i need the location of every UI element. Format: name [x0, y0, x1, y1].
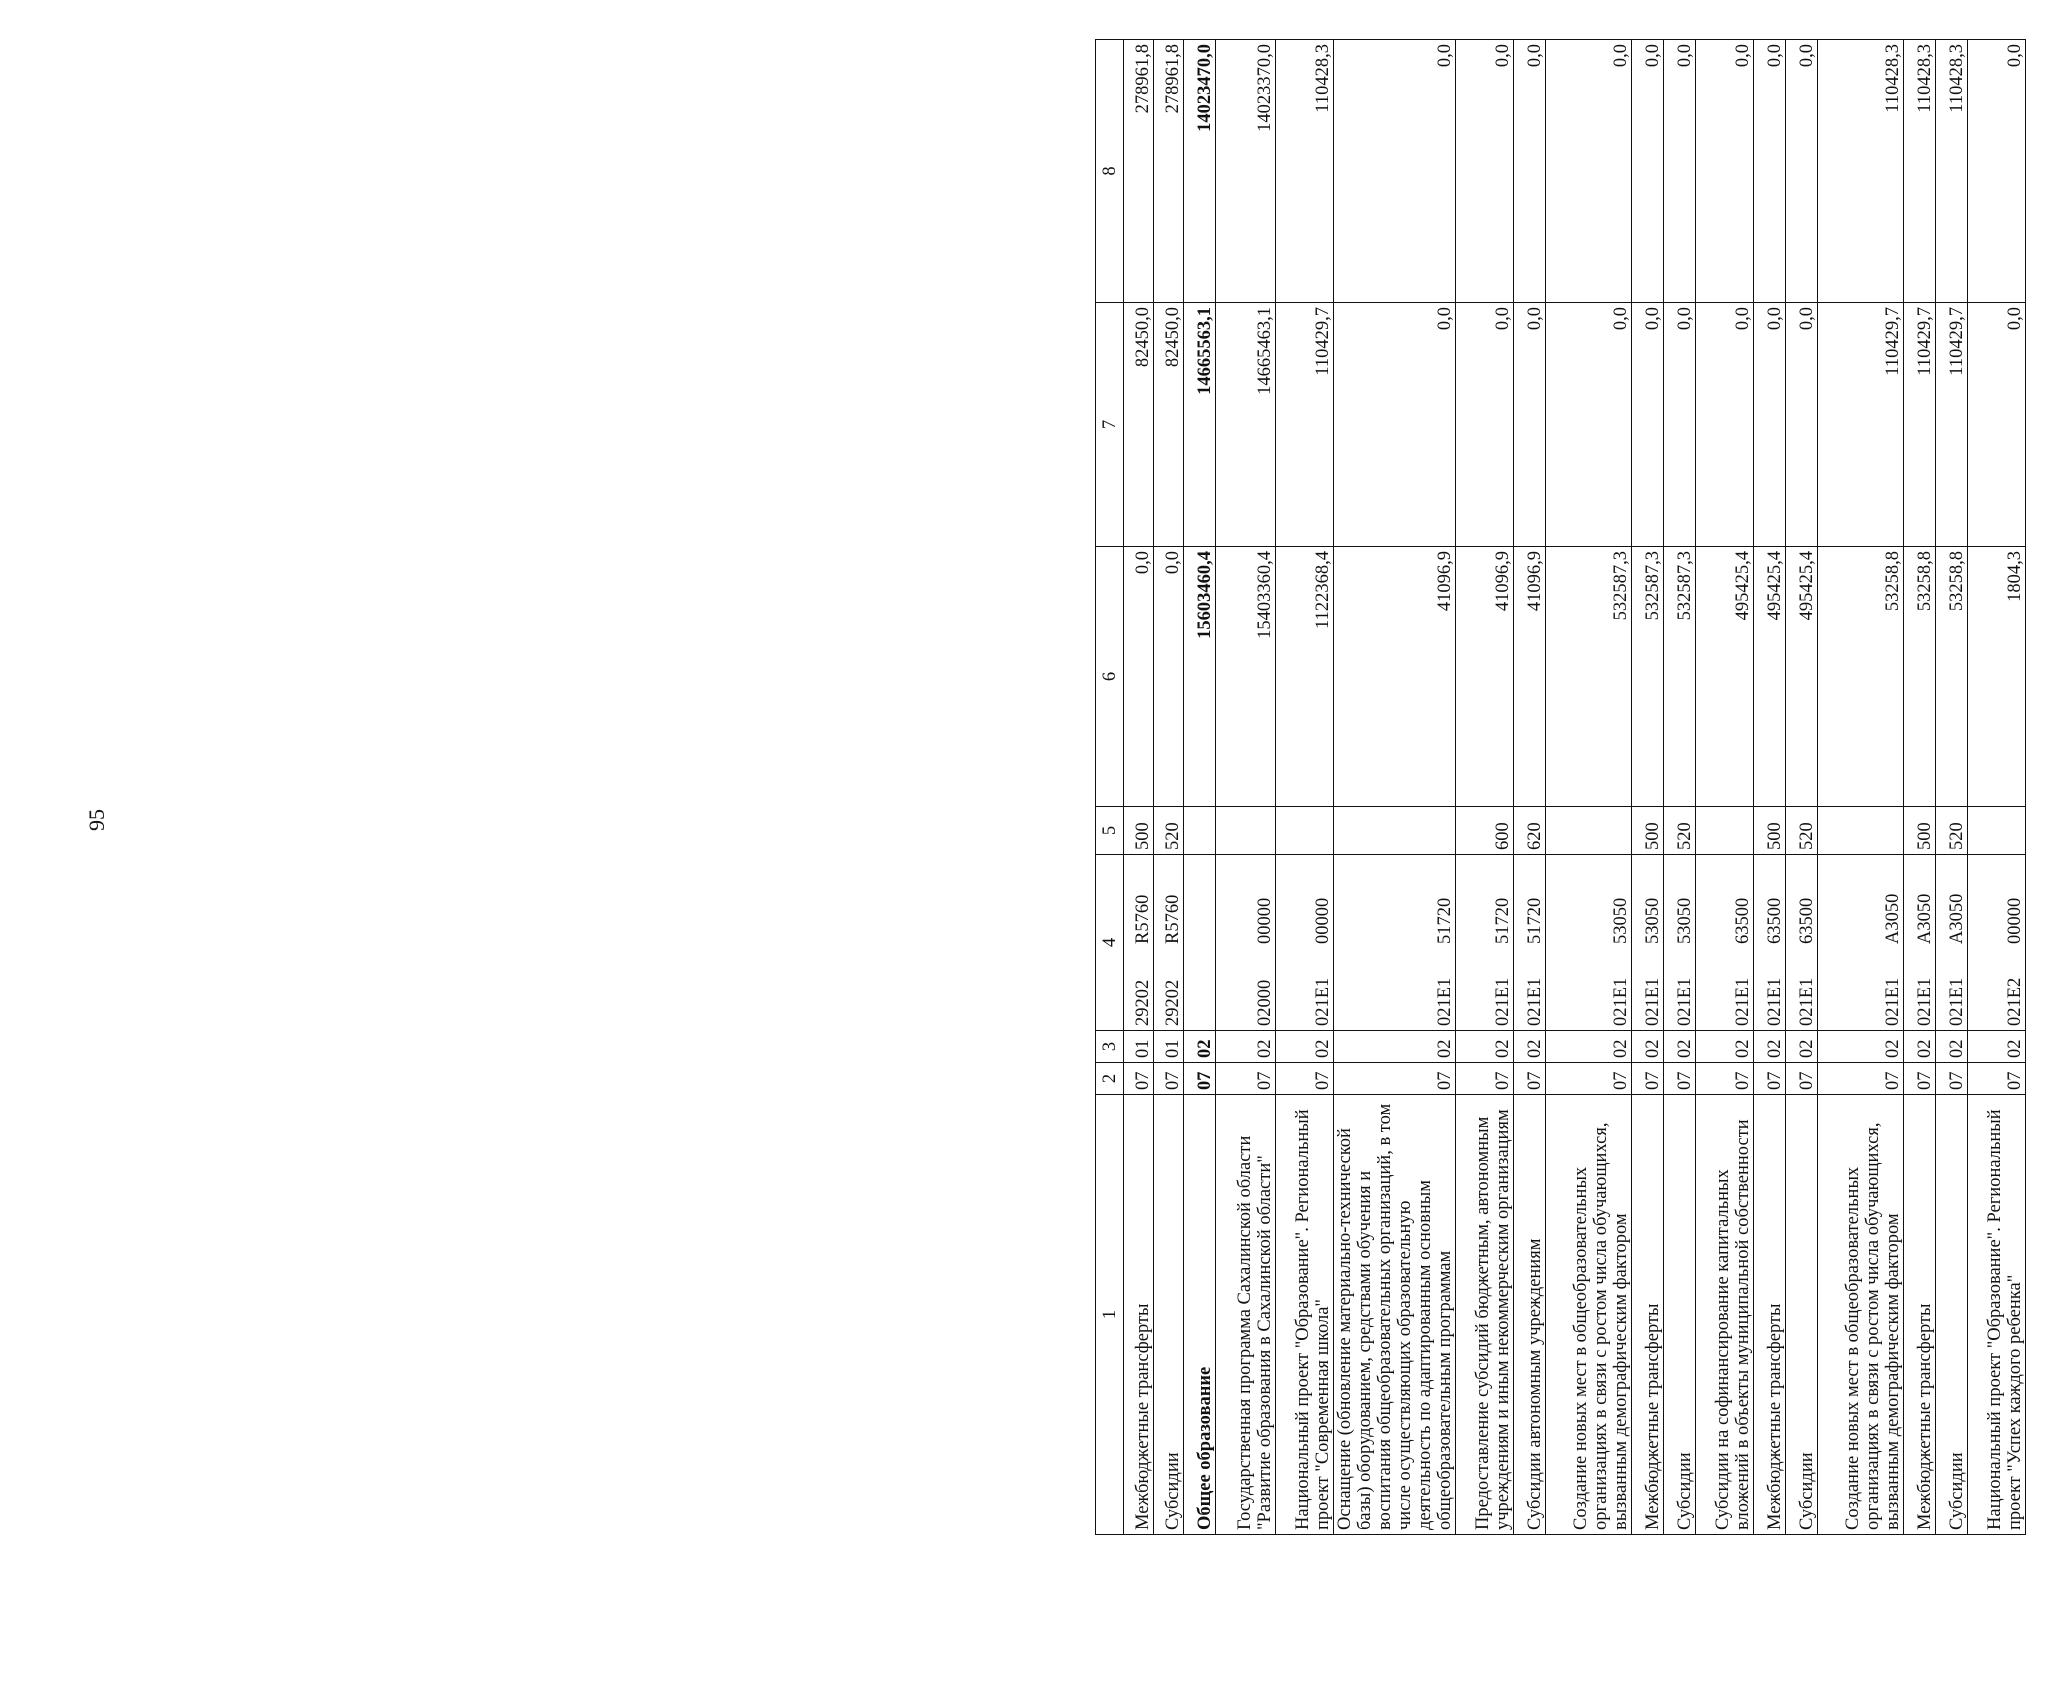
row-name-cell: Межбюджетные трансферты	[1754, 1095, 1786, 1535]
amount-col6-cell: 41096,9	[1514, 547, 1546, 807]
table-row	[1754, 40, 1786, 1535]
table-row	[1818, 40, 1904, 1535]
row-name-cell: Субсидии	[1936, 1095, 1968, 1535]
table-row	[1456, 40, 1514, 1535]
target-article-part1: 021E1	[1525, 977, 1545, 1026]
amount-col8-cell: 0,0	[1968, 40, 2026, 303]
target-article-cell	[1696, 855, 1754, 1031]
target-article-part2: 00000	[2005, 897, 2025, 944]
target-article-part1: 29202	[1133, 979, 1153, 1026]
amount-col6-cell: 1122368,4	[1276, 547, 1334, 807]
amount-col8-cell: 110428,3	[1818, 40, 1904, 303]
subchapter-code-cell: 02	[1184, 1031, 1216, 1063]
row-name-cell: Оснащение (обновление материально-технической базы) оборудованием, средствами обучения и воспитания общеобразовательных организаций, в том числе осуществляющих образовательную деятельность по адаптированным основным общеобразовательным программам	[1334, 1095, 1456, 1535]
column-number-cell: 4	[1096, 855, 1124, 1031]
amount-col8-cell: 0,0	[1334, 40, 1456, 303]
table-row	[1632, 40, 1664, 1535]
amount-col7-cell: 14665563,1	[1184, 303, 1216, 547]
target-article-cell	[1936, 855, 1968, 1031]
table-row	[1936, 40, 1968, 1535]
target-article-part2: 51720	[1525, 897, 1545, 944]
row-name-cell: Межбюджетные трансферты	[1632, 1095, 1664, 1535]
target-article-part2: 00000	[1255, 897, 1275, 944]
chapter-code-cell: 07	[1968, 1063, 2026, 1095]
amount-col6-cell: 15603460,4	[1184, 547, 1216, 807]
expense-type-cell: 620	[1514, 807, 1546, 855]
amount-col8-cell: 0,0	[1786, 40, 1818, 303]
amount-col8-cell: 0,0	[1456, 40, 1514, 303]
target-article-part1: 021E1	[1611, 977, 1631, 1026]
target-article-cell	[1786, 855, 1818, 1031]
chapter-code-cell: 07	[1546, 1063, 1632, 1095]
table-row	[1216, 40, 1276, 1535]
row-name-cell: Субсидии	[1664, 1095, 1696, 1535]
expense-type-cell: 500	[1124, 807, 1154, 855]
amount-col7-cell: 0,0	[1696, 303, 1754, 547]
amount-col6-cell: 53258,8	[1936, 547, 1968, 807]
chapter-code-cell: 07	[1216, 1063, 1276, 1095]
target-article-part1: 021E1	[1765, 977, 1785, 1026]
amount-col6-cell: 15403360,4	[1216, 547, 1276, 807]
amount-col7-cell: 14665463,1	[1216, 303, 1276, 547]
target-article-cell	[1968, 855, 2026, 1031]
amount-col6-cell: 1804,3	[1968, 547, 2026, 807]
row-name-cell: Межбюджетные трансферты	[1124, 1095, 1154, 1535]
amount-col7-cell: 82450,0	[1154, 303, 1184, 547]
amount-col7-cell: 110429,7	[1936, 303, 1968, 547]
subchapter-code-cell: 02	[1276, 1031, 1334, 1063]
budget-table	[1095, 39, 2026, 1535]
target-article-part1: 021E2	[2005, 977, 2025, 1026]
expense-type-cell	[1546, 807, 1632, 855]
expense-type-cell	[1818, 807, 1904, 855]
target-article-part2: 53050	[1611, 897, 1631, 944]
row-name-cell: Субсидии	[1154, 1095, 1184, 1535]
target-article-cell	[1818, 855, 1904, 1031]
amount-col8-cell: 278961,8	[1154, 40, 1184, 303]
amount-col6-cell: 495425,4	[1786, 547, 1818, 807]
target-article-part2: 00000	[1313, 897, 1333, 944]
chapter-code-cell: 07	[1936, 1063, 1968, 1095]
chapter-code-cell: 07	[1786, 1063, 1818, 1095]
target-article-part2: 51720	[1435, 897, 1455, 944]
amount-col6-cell: 0,0	[1124, 547, 1154, 807]
target-article-cell	[1904, 855, 1936, 1031]
target-article-part1: 021E1	[1797, 977, 1817, 1026]
chapter-code-cell: 07	[1664, 1063, 1696, 1095]
amount-col8-cell: 110428,3	[1904, 40, 1936, 303]
target-article-cell	[1456, 855, 1514, 1031]
target-article-cell	[1514, 855, 1546, 1031]
column-number-cell: 5	[1096, 807, 1124, 855]
row-name-cell: Общее образование	[1184, 1095, 1216, 1535]
row-name-cell: Субсидии автономным учреждениям	[1514, 1095, 1546, 1535]
expense-type-cell: 520	[1664, 807, 1696, 855]
amount-col8-cell: 0,0	[1514, 40, 1546, 303]
target-article-part1: 021E1	[1675, 977, 1695, 1026]
subchapter-code-cell: 02	[1786, 1031, 1818, 1063]
chapter-code-cell: 07	[1184, 1063, 1216, 1095]
target-article-part1: 021E1	[1435, 977, 1455, 1026]
target-article-cell	[1546, 855, 1632, 1031]
amount-col8-cell: 14023470,0	[1184, 40, 1216, 303]
chapter-code-cell: 07	[1696, 1063, 1754, 1095]
table-row	[1696, 40, 1754, 1535]
amount-col7-cell: 0,0	[1632, 303, 1664, 547]
target-article-part1: 021E1	[1915, 977, 1935, 1026]
table-row	[1546, 40, 1632, 1535]
amount-col7-cell: 0,0	[1456, 303, 1514, 547]
target-article-part2: 63500	[1765, 897, 1785, 944]
column-number-row	[1096, 40, 1124, 1535]
target-article-part2: 63500	[1797, 897, 1817, 944]
target-article-cell	[1276, 855, 1334, 1031]
target-article-cell	[1334, 855, 1456, 1031]
subchapter-code-cell: 02	[1754, 1031, 1786, 1063]
target-article-cell	[1664, 855, 1696, 1031]
row-name-cell: Предоставление субсидий бюджетным, автономным учреждениям и иным некоммерческим организациям	[1456, 1095, 1514, 1535]
column-number-cell: 1	[1096, 1095, 1124, 1535]
expense-type-cell: 500	[1754, 807, 1786, 855]
subchapter-code-cell: 02	[1334, 1031, 1456, 1063]
amount-col8-cell: 0,0	[1546, 40, 1632, 303]
amount-col8-cell: 278961,8	[1124, 40, 1154, 303]
expense-type-cell	[1334, 807, 1456, 855]
target-article-part1: 02000	[1255, 979, 1275, 1026]
amount-col7-cell: 0,0	[1664, 303, 1696, 547]
chapter-code-cell: 07	[1154, 1063, 1184, 1095]
subchapter-code-cell: 02	[1968, 1031, 2026, 1063]
amount-col7-cell: 110429,7	[1904, 303, 1936, 547]
target-article-part1: 29202	[1163, 979, 1183, 1026]
budget-table-container	[1095, 40, 2045, 1535]
amount-col8-cell: 0,0	[1754, 40, 1786, 303]
amount-col8-cell: 0,0	[1632, 40, 1664, 303]
expense-type-cell: 500	[1904, 807, 1936, 855]
subchapter-code-cell: 02	[1818, 1031, 1904, 1063]
row-name-cell: Государственная программа Сахалинской области "Развитие образования в Сахалинской области"	[1216, 1095, 1276, 1535]
target-article-cell	[1124, 855, 1154, 1031]
target-article-part1: 021E1	[1947, 977, 1967, 1026]
chapter-code-cell: 07	[1818, 1063, 1904, 1095]
table-row	[1968, 40, 2026, 1535]
subchapter-code-cell: 02	[1216, 1031, 1276, 1063]
subchapter-code-cell: 01	[1124, 1031, 1154, 1063]
subchapter-code-cell: 02	[1514, 1031, 1546, 1063]
table-row	[1514, 40, 1546, 1535]
amount-col6-cell: 0,0	[1154, 547, 1184, 807]
chapter-code-cell: 07	[1334, 1063, 1456, 1095]
column-number-cell: 3	[1096, 1031, 1124, 1063]
expense-type-cell: 500	[1632, 807, 1664, 855]
expense-type-cell: 520	[1786, 807, 1818, 855]
table-row	[1184, 40, 1216, 1535]
subchapter-code-cell: 02	[1632, 1031, 1664, 1063]
chapter-code-cell: 07	[1124, 1063, 1154, 1095]
amount-col7-cell: 0,0	[1786, 303, 1818, 547]
amount-col8-cell: 110428,3	[1276, 40, 1334, 303]
amount-col7-cell: 0,0	[1514, 303, 1546, 547]
amount-col7-cell: 0,0	[1546, 303, 1632, 547]
row-name-cell: Субсидии	[1786, 1095, 1818, 1535]
subchapter-code-cell: 02	[1904, 1031, 1936, 1063]
table-row	[1276, 40, 1334, 1535]
chapter-code-cell: 07	[1514, 1063, 1546, 1095]
chapter-code-cell: 07	[1754, 1063, 1786, 1095]
expense-type-cell	[1968, 807, 2026, 855]
chapter-code-cell: 07	[1456, 1063, 1514, 1095]
table-row	[1904, 40, 1936, 1535]
amount-col6-cell: 495425,4	[1696, 547, 1754, 807]
amount-col8-cell: 0,0	[1664, 40, 1696, 303]
row-name-cell: Создание новых мест в общеобразовательных организациях в связи с ростом числа обучающихся, вызванным демографическим фактором	[1546, 1095, 1632, 1535]
amount-col6-cell: 53258,8	[1818, 547, 1904, 807]
amount-col7-cell: 0,0	[1968, 303, 2026, 547]
amount-col8-cell: 0,0	[1696, 40, 1754, 303]
expense-type-cell	[1276, 807, 1334, 855]
target-article-part1: 021E1	[1493, 977, 1513, 1026]
chapter-code-cell: 07	[1904, 1063, 1936, 1095]
amount-col8-cell: 14023370,0	[1216, 40, 1276, 303]
target-article-part1: 021E1	[1733, 977, 1753, 1026]
table-row	[1786, 40, 1818, 1535]
amount-col7-cell: 0,0	[1754, 303, 1786, 547]
budget-table-body	[1096, 40, 2026, 1535]
target-article-part2: А3050	[1947, 893, 1967, 944]
subchapter-code-cell: 02	[1456, 1031, 1514, 1063]
target-article-cell	[1754, 855, 1786, 1031]
expense-type-cell: 520	[1154, 807, 1184, 855]
expense-type-cell	[1184, 807, 1216, 855]
row-name-cell: Субсидии на софинансирование капитальных вложений в объекты муниципальной собственности	[1696, 1095, 1754, 1535]
target-article-cell	[1154, 855, 1184, 1031]
target-article-part2: 63500	[1733, 897, 1753, 944]
amount-col6-cell: 41096,9	[1334, 547, 1456, 807]
target-article-part2: А3050	[1915, 893, 1935, 944]
target-article-part1: 021E1	[1883, 977, 1903, 1026]
subchapter-code-cell: 02	[1696, 1031, 1754, 1063]
subchapter-code-cell: 02	[1664, 1031, 1696, 1063]
table-row	[1334, 40, 1456, 1535]
amount-col6-cell: 532587,3	[1546, 547, 1632, 807]
amount-col8-cell: 110428,3	[1936, 40, 1968, 303]
target-article-part2: R5760	[1133, 894, 1153, 944]
subchapter-code-cell: 02	[1546, 1031, 1632, 1063]
row-name-cell: Создание новых мест в общеобразовательных организациях в связи с ростом числа обучающихся, вызванным демографическим фактором	[1818, 1095, 1904, 1535]
amount-col7-cell: 0,0	[1334, 303, 1456, 547]
target-article-part1: 021E1	[1643, 977, 1663, 1026]
target-article-cell	[1216, 855, 1276, 1031]
row-name-cell: Национальный проект "Образование". Региональный проект "Успех каждого ребенка"	[1968, 1095, 2026, 1535]
target-article-part2: 51720	[1493, 897, 1513, 944]
table-row	[1154, 40, 1184, 1535]
target-article-part2: R5760	[1163, 894, 1183, 944]
amount-col7-cell: 110429,7	[1818, 303, 1904, 547]
chapter-code-cell: 07	[1632, 1063, 1664, 1095]
column-number-cell: 2	[1096, 1063, 1124, 1095]
table-row	[1124, 40, 1154, 1535]
amount-col6-cell: 495425,4	[1754, 547, 1786, 807]
chapter-code-cell: 07	[1276, 1063, 1334, 1095]
target-article-part1: 021E1	[1313, 977, 1333, 1026]
amount-col7-cell: 82450,0	[1124, 303, 1154, 547]
table-row	[1664, 40, 1696, 1535]
page-number: 95	[84, 809, 109, 831]
column-number-cell: 6	[1096, 547, 1124, 807]
column-number-cell: 8	[1096, 40, 1124, 303]
target-article-part2: А3050	[1883, 893, 1903, 944]
target-article-cell	[1184, 855, 1216, 1031]
subchapter-code-cell: 01	[1154, 1031, 1184, 1063]
target-article-part2: 53050	[1675, 897, 1695, 944]
amount-col6-cell: 532587,3	[1632, 547, 1664, 807]
amount-col6-cell: 53258,8	[1904, 547, 1936, 807]
column-number-cell: 7	[1096, 303, 1124, 547]
subchapter-code-cell: 02	[1936, 1031, 1968, 1063]
amount-col7-cell: 110429,7	[1276, 303, 1334, 547]
expense-type-cell: 600	[1456, 807, 1514, 855]
target-article-cell	[1632, 855, 1664, 1031]
expense-type-cell	[1696, 807, 1754, 855]
row-name-cell: Национальный проект "Образование". Региональный проект "Современная школа"	[1276, 1095, 1334, 1535]
row-name-cell: Межбюджетные трансферты	[1904, 1095, 1936, 1535]
amount-col6-cell: 41096,9	[1456, 547, 1514, 807]
amount-col6-cell: 532587,3	[1664, 547, 1696, 807]
expense-type-cell: 520	[1936, 807, 1968, 855]
target-article-part2: 53050	[1643, 897, 1663, 944]
expense-type-cell	[1216, 807, 1276, 855]
